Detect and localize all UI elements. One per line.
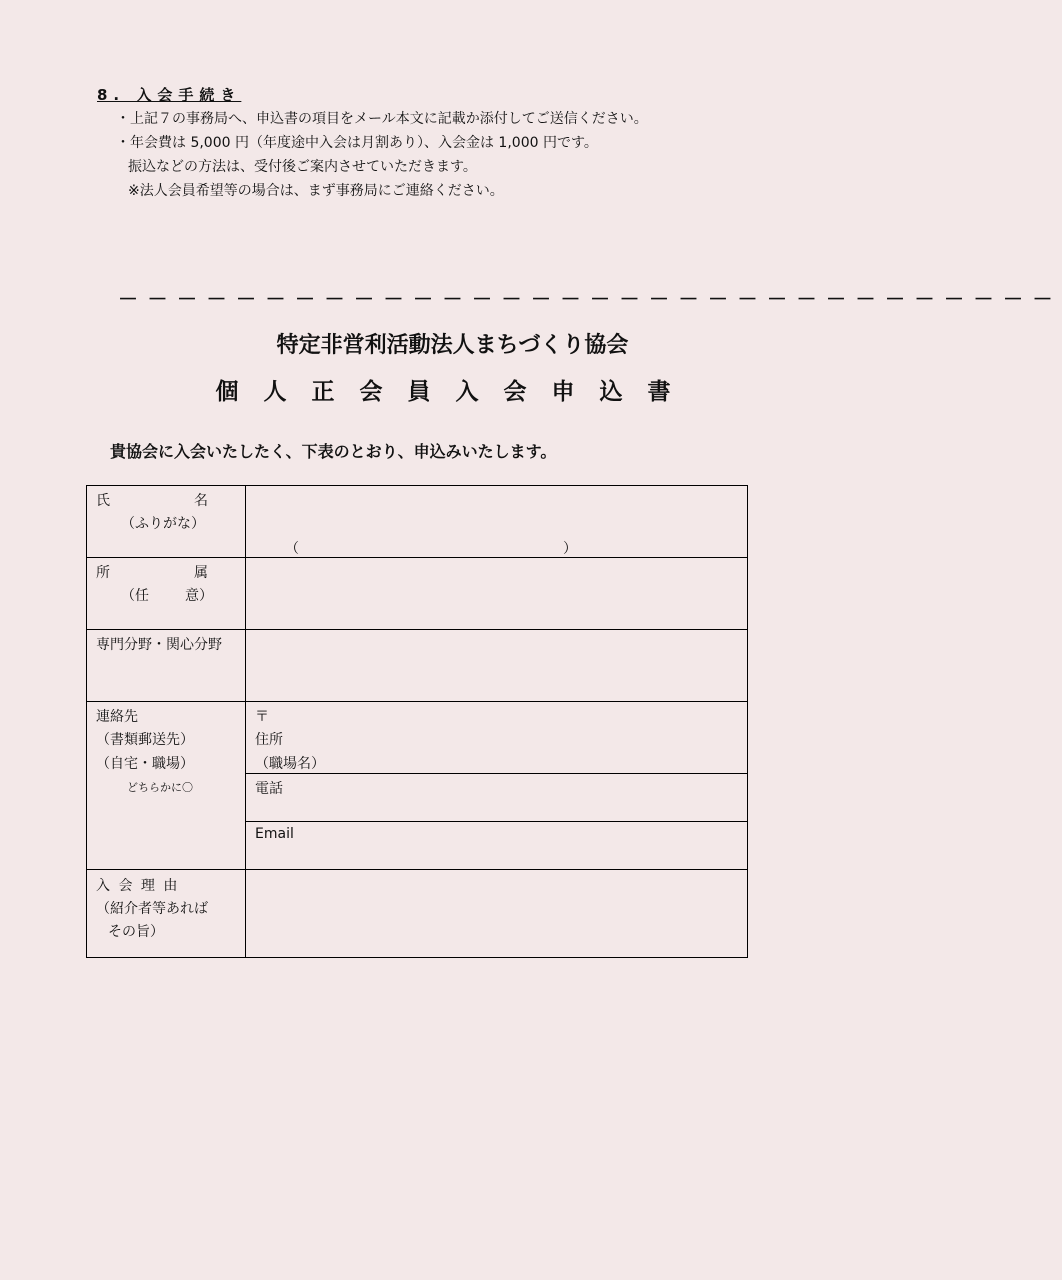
reason-field[interactable] [247,870,747,957]
workplace-label: （職場名） [255,756,325,772]
phone-label: 電話 [255,781,283,797]
address-label: 住所 [255,732,283,748]
section-title: 8. 入会手続き [97,86,242,104]
phone-field[interactable] [247,774,747,821]
furigana-close: ） [563,541,577,557]
optional-label-1: （任 [121,588,149,604]
affiliation-field[interactable] [247,558,747,629]
contact-sub-2: （自宅・職場） [96,756,194,772]
organization-name: 特定非営利活動法人まちづくり協会 [276,333,629,358]
affiliation-label-1: 所 [96,565,110,581]
optional-label-2: 意） [185,588,213,604]
application-form-table [86,485,748,958]
name-label-1: 氏 [96,493,110,509]
name-field[interactable] [247,486,747,557]
contact-label: 連絡先 [96,709,138,725]
email-label: Email [255,826,294,842]
contact-sub-1: （書類郵送先） [96,732,194,748]
name-label-2: 名 [194,493,208,509]
procedure-line-4: ※法人会員希望等の場合は、まず事務局にご連絡ください。 [128,183,504,199]
affiliation-label-2: 属 [194,565,208,581]
address-field[interactable] [247,702,747,773]
furigana-open: （ [285,541,299,557]
contact-note: どちらかに〇 [127,781,193,794]
form-title: 個人正会員入会申込書 [215,379,696,405]
specialty-field[interactable] [247,630,747,701]
procedure-line-3: 振込などの方法は、受付後ご案内させていただきます。 [128,159,477,175]
cut-line: －－－－－－－－－－－－－－－－－－－－－－－－－－－－－－－－ [118,287,1062,311]
procedure-line-2: ・年会費は 5,000 円（年度途中入会は月割あり）、入会金は 1,000 円です。 [116,135,598,151]
furigana-label: （ふりがな） [121,516,205,532]
reason-label: 入 会 理 由 [96,878,180,894]
reason-sub-2: その旨） [108,924,164,940]
intro-text: 貴協会に入会いたしたく、下表のとおり、申込みいたします。 [110,442,557,461]
procedure-line-1: ・上記７の事務局へ、申込書の項目をメール本文に記載か添付してご送信ください。 [116,111,648,127]
postal-mark: 〒 [255,709,269,725]
email-field[interactable] [247,822,747,869]
specialty-label: 専門分野・関心分野 [96,637,222,653]
reason-sub-1: （紹介者等あれば [96,901,208,917]
